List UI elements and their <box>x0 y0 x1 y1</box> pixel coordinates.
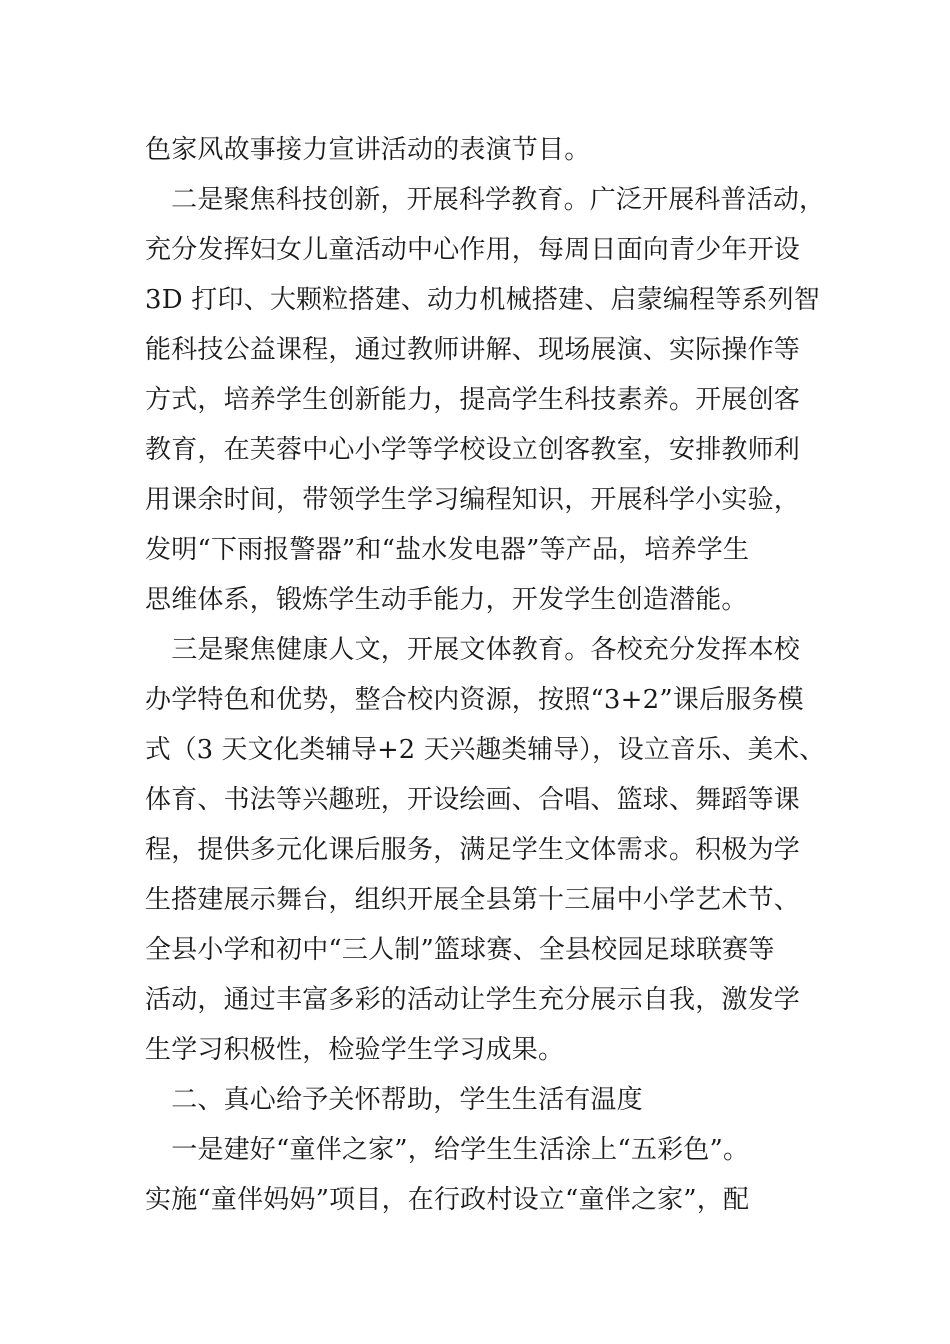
text-line: 实施“童伴妈妈”项目，在行政村设立“童伴之家”，配 <box>145 1185 750 1215</box>
paragraph-start-line: 三是聚焦健康人文，开展文体教育。各校充分发挥本校 <box>145 635 801 665</box>
text-line: 3D 打印、大颗粒搭建、动力机械搭建、启蒙编程等系列智 <box>145 285 821 315</box>
paragraph-start-line: 一是建好“童伴之家”，给学生生活涂上“五彩色”。 <box>145 1135 750 1165</box>
text-line: 办学特色和优势，整合校内资源，按照“3+2”课后服务模 <box>145 685 804 715</box>
text-line: 教育，在芙蓉中心小学等学校设立创客教室，安排教师利 <box>145 435 801 465</box>
text-line: 发明“下雨报警器”和“盐水发电器”等产品，培养学生 <box>145 535 750 565</box>
text-line: 生学习积极性，检验学生学习成果。 <box>145 1035 565 1065</box>
text-line: 生搭建展示舞台，组织开展全县第十三届中小学艺术节、 <box>145 885 801 915</box>
text-line: 体育、书法等兴趣班，开设绘画、合唱、篮球、舞蹈等课 <box>145 785 801 815</box>
text-line: 式（3 天文化类辅导+2 天兴趣类辅导），设立音乐、美术、 <box>145 735 826 765</box>
text-line: 色家风故事接力宣讲活动的表演节目。 <box>145 135 591 165</box>
text-line: 用课余时间，带领学生学习编程知识，开展科学小实验， <box>145 485 801 515</box>
paragraph-start-line: 二是聚焦科技创新，开展科学教育。广泛开展科普活动， <box>145 185 826 215</box>
text-line: 活动，通过丰富多彩的活动让学生充分展示自我，激发学 <box>145 985 801 1015</box>
text-line: 思维体系，锻炼学生动手能力，开发学生创造潜能。 <box>145 585 748 615</box>
section-heading: 二、真心给予关怀帮助，学生生活有温度 <box>145 1085 643 1115</box>
text-line: 能科技公益课程，通过教师讲解、现场展演、实际操作等 <box>145 335 801 365</box>
text-line: 程，提供多元化课后服务，满足学生文体需求。积极为学 <box>145 835 801 865</box>
text-line: 全县小学和初中“三人制”篮球赛、全县校园足球联赛等 <box>145 935 775 965</box>
text-line: 方式，培养学生创新能力，提高学生科技素养。开展创客 <box>145 385 801 415</box>
text-line: 充分发挥妇女儿童活动中心作用，每周日面向青少年开设 <box>145 235 801 265</box>
